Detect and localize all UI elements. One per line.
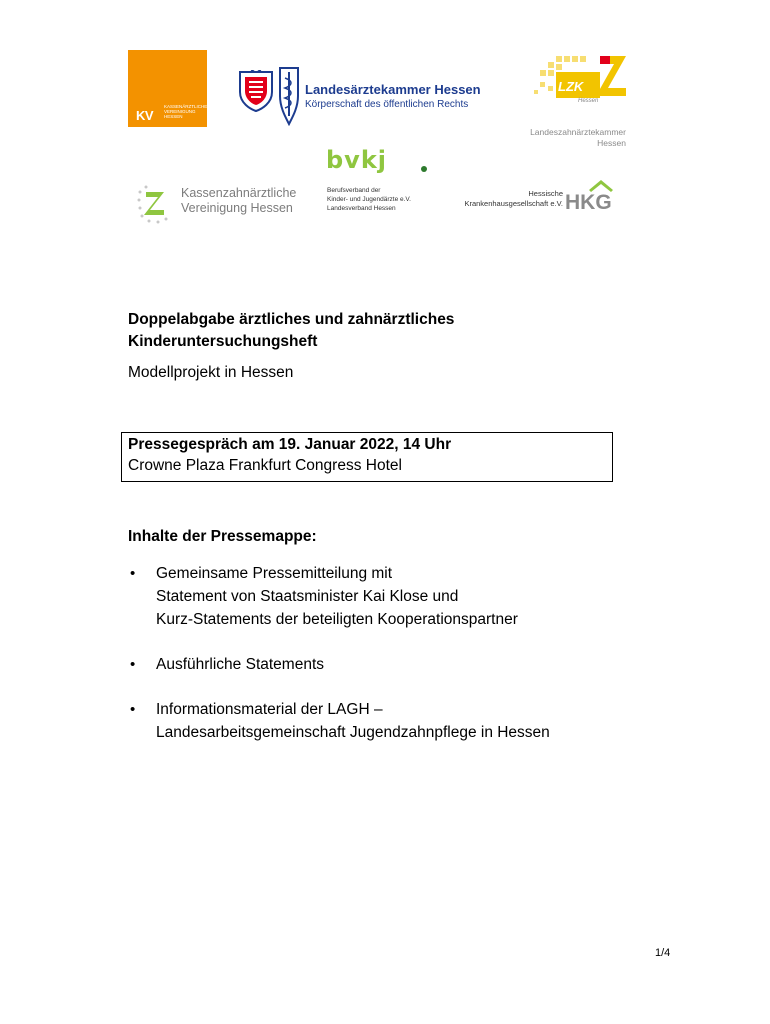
kzv-z-icon (136, 184, 172, 224)
lzk-hessen-logo (520, 52, 630, 152)
laek-logo (238, 66, 498, 128)
kv-logo-mark: KV (136, 108, 154, 123)
lzk-hessen-label: Hessen (578, 98, 599, 104)
list-item (128, 562, 648, 631)
bullet-icon: • (130, 565, 136, 582)
hkg-logo (455, 178, 630, 218)
list-item-line: Informationsmaterial der LAGH – (156, 701, 383, 718)
bvkj-mark: bvkj (326, 146, 388, 174)
bullet-icon: • (130, 656, 136, 673)
lzk-dot-pattern-icon (530, 52, 630, 102)
list-item (128, 653, 648, 676)
laek-subtitle: Körperschaft des öffentlichen Rechts (305, 99, 469, 110)
document-subtitle: Modellprojekt in Hessen (128, 364, 294, 381)
lzk-caption-line2: Hessen (597, 138, 626, 148)
event-info-box (121, 432, 613, 482)
contents-list (128, 562, 648, 766)
lzk-caption (520, 127, 626, 149)
kv-logo-small-text: KASSENÄRZTLICHE VEREINIGUNG HESSEN (164, 104, 208, 119)
event-date: Pressegespräch am 19. Januar 2022, 14 Uhr (128, 436, 452, 453)
laek-title: Landesärztekammer Hessen (305, 82, 481, 97)
contents-heading: Inhalte der Pressemappe: (128, 528, 317, 545)
title-line2: Kinderuntersuchungsheft (128, 333, 318, 350)
bvkj-logo (324, 148, 454, 218)
hkg-house-icon (565, 178, 625, 214)
list-item (128, 698, 648, 744)
event-location: Crowne Plaza Frankfurt Congress Hotel (128, 457, 402, 474)
bvkj-dot-icon (421, 166, 427, 172)
kzv-line2: Vereinigung Hessen (181, 201, 293, 215)
lzk-caption-line1: Landeszahnärztekammer (530, 127, 626, 137)
bvkj-line1: Berufsverband der (327, 187, 381, 194)
kzv-line1: Kassenzahnärztliche (181, 186, 297, 200)
kzv-hessen-logo (136, 182, 306, 226)
kv-hessen-logo (128, 50, 207, 127)
list-item-line: Statement von Staatsminister Kai Klose und (156, 588, 459, 605)
bvkj-line3: Landesverband Hessen (327, 205, 396, 212)
list-item-line: Ausführliche Statements (156, 656, 325, 673)
staff-of-asclepius-icon (278, 66, 300, 126)
document-title (128, 309, 648, 353)
list-item-line: Kurz-Statements der beteiligten Kooperationspartner (156, 611, 518, 628)
title-line1: Doppelabgabe ärztliches und zahnärztliches (128, 311, 455, 328)
hkg-line1: Hessische (528, 189, 563, 198)
bvkj-description (327, 186, 411, 213)
page-number: 1/4 (655, 947, 671, 959)
lzk-mark: LZK (558, 79, 584, 94)
bvkj-line2: Kinder- und Jugendärzte e.V. (327, 196, 411, 203)
list-item-line: Gemeinsame Pressemitteilung mit (156, 565, 393, 582)
hkg-description (455, 189, 563, 209)
hkg-line2: Krankenhausgesellschaft e.V. (464, 199, 563, 208)
coat-of-arms-icon (238, 70, 274, 112)
bullet-icon: • (130, 701, 136, 718)
list-item-line: Landesarbeitsgemeinschaft Jugendzahnpflege in Hessen (156, 724, 550, 741)
hkg-mark: HKG (565, 191, 612, 214)
